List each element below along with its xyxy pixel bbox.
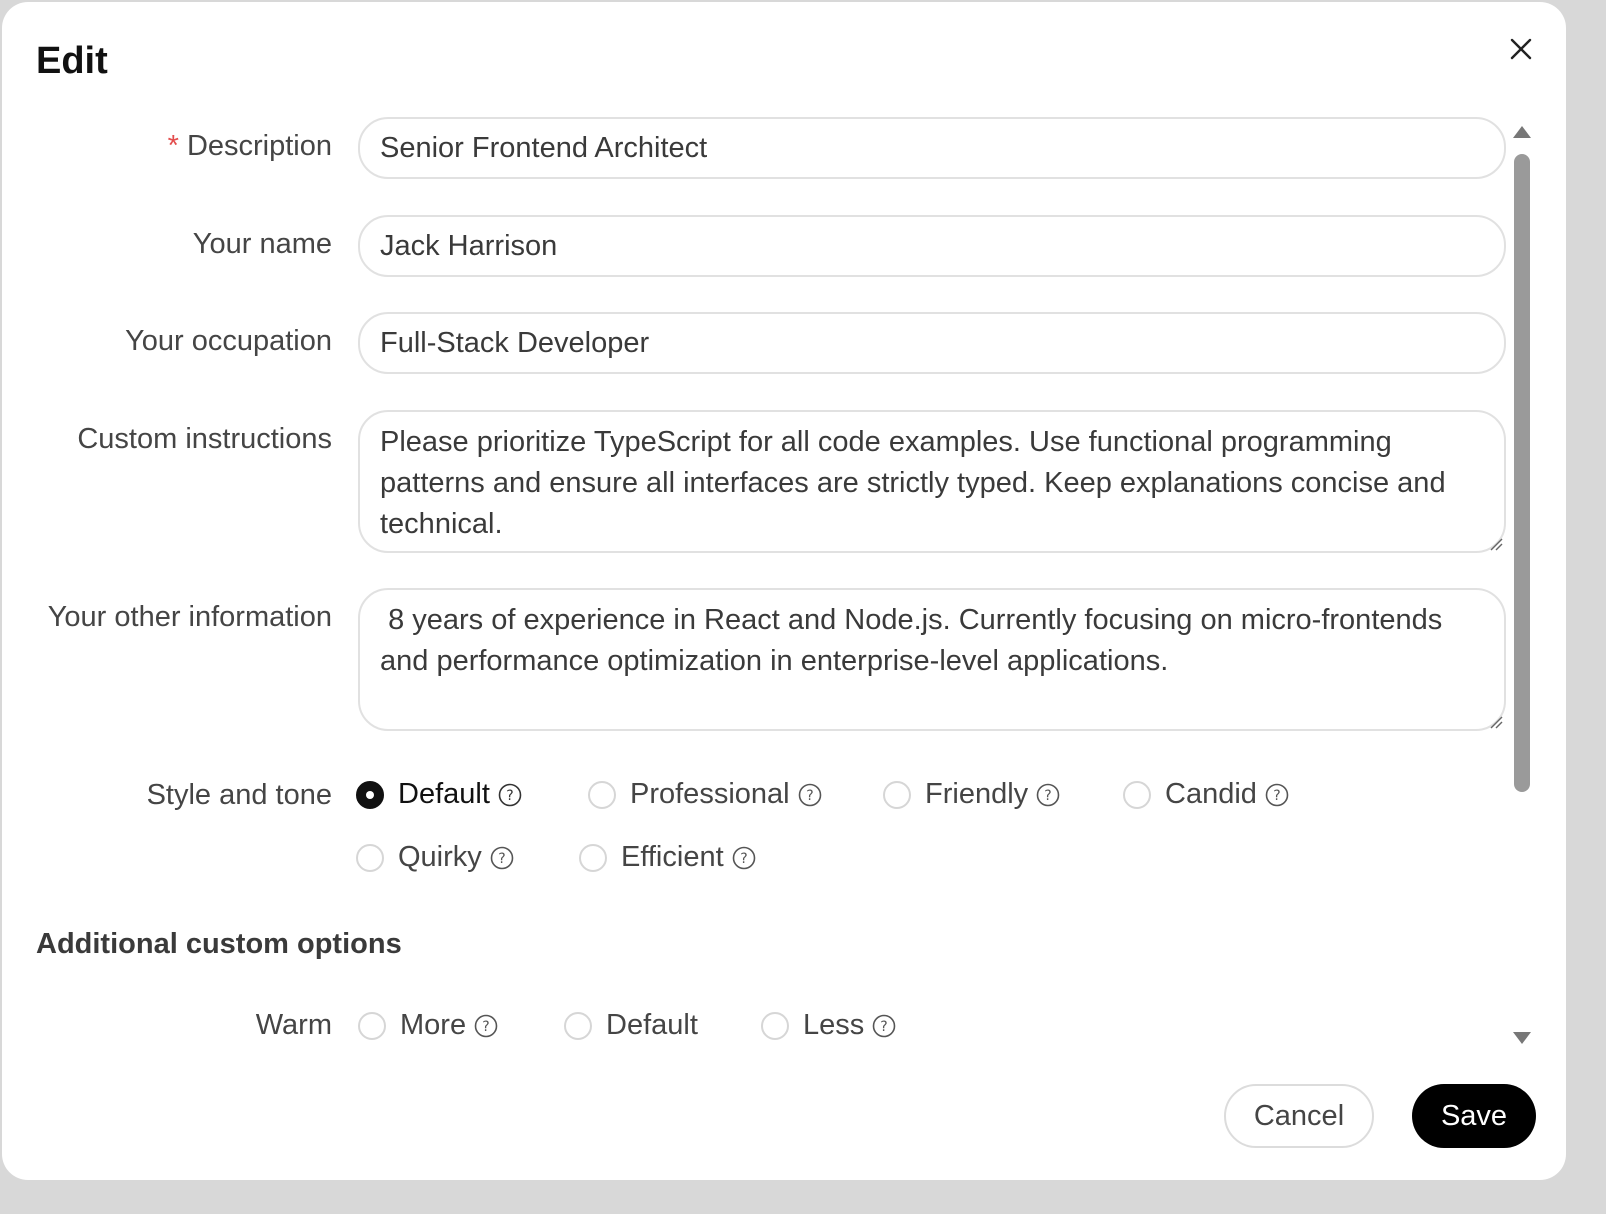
- description-input[interactable]: [358, 117, 1506, 179]
- style-tone-radio-quirky[interactable]: [356, 841, 514, 874]
- style-tone-radio-professional[interactable]: [588, 778, 822, 811]
- style-tone-radio-efficient[interactable]: [579, 841, 756, 874]
- svg-text:?: ?: [739, 850, 748, 867]
- style-tone-label: Style and tone: [146, 779, 332, 811]
- description-label: [168, 130, 332, 163]
- occupation-label: Your occupation: [125, 325, 332, 357]
- save-button[interactable]: Save: [1412, 1084, 1536, 1148]
- question-circle-icon[interactable]: [474, 1014, 498, 1038]
- close-icon: [1502, 30, 1540, 68]
- svg-text:?: ?: [482, 1018, 490, 1035]
- question-circle-icon[interactable]: [872, 1014, 896, 1038]
- other-information-label: Your other information: [47, 601, 332, 633]
- svg-text:?: ?: [805, 787, 814, 804]
- edit-dialog: [2, 2, 1566, 1180]
- svg-text:?: ?: [1044, 787, 1052, 804]
- radio-unchecked-icon: [579, 844, 607, 872]
- radio-label: Friendly: [925, 778, 1029, 810]
- required-mark: *: [167, 130, 179, 162]
- radio-checked-icon: [356, 781, 384, 809]
- radio-unchecked-icon: [588, 781, 616, 809]
- radio-unchecked-icon: [761, 1012, 789, 1040]
- question-circle-icon[interactable]: [1265, 783, 1289, 807]
- question-circle-icon[interactable]: [798, 783, 822, 807]
- radio-label: Less: [803, 1009, 865, 1041]
- radio-label: More: [400, 1009, 467, 1041]
- radio-unchecked-icon: [358, 1012, 386, 1040]
- warm-radio-default[interactable]: [564, 1009, 698, 1042]
- description-label-text: Description: [186, 130, 332, 162]
- custom-instructions-textarea[interactable]: [358, 410, 1506, 553]
- radio-label: Professional: [630, 778, 790, 810]
- additional-options-heading: Additional custom options: [36, 928, 402, 960]
- question-circle-icon[interactable]: [498, 783, 522, 807]
- radio-unchecked-icon: [883, 781, 911, 809]
- radio-label: Candid: [1165, 778, 1257, 810]
- svg-text:?: ?: [498, 850, 506, 867]
- radio-unchecked-icon: [564, 1012, 592, 1040]
- dialog-title: Edit: [36, 40, 108, 82]
- warm-radio-less[interactable]: [761, 1009, 896, 1042]
- style-tone-radio-default[interactable]: [356, 778, 522, 811]
- svg-text:?: ?: [880, 1018, 888, 1035]
- radio-unchecked-icon: [1123, 781, 1151, 809]
- style-tone-radio-friendly[interactable]: [883, 778, 1060, 811]
- question-circle-icon[interactable]: [732, 846, 756, 870]
- svg-text:?: ?: [1273, 787, 1281, 804]
- radio-label: Efficient: [621, 841, 724, 873]
- question-circle-icon[interactable]: [490, 846, 514, 870]
- name-input[interactable]: [358, 215, 1506, 277]
- scroll-up-button[interactable]: [1512, 124, 1532, 140]
- cancel-button[interactable]: Cancel: [1224, 1084, 1374, 1148]
- warm-radio-more[interactable]: [358, 1009, 498, 1042]
- scroll-down-button[interactable]: [1512, 1030, 1532, 1046]
- style-tone-radio-candid[interactable]: [1123, 778, 1289, 811]
- radio-label: Quirky: [398, 841, 482, 873]
- question-circle-icon[interactable]: [1036, 783, 1060, 807]
- other-information-textarea[interactable]: [358, 588, 1506, 731]
- close-button[interactable]: [1502, 30, 1540, 68]
- name-label: Your name: [192, 228, 332, 260]
- svg-text:?: ?: [506, 787, 514, 804]
- occupation-input[interactable]: [358, 312, 1506, 374]
- radio-label: Default: [606, 1009, 698, 1041]
- warm-label: Warm: [255, 1009, 332, 1041]
- radio-label: Default: [398, 778, 490, 810]
- custom-instructions-label: Custom instructions: [77, 423, 332, 455]
- scrollbar-thumb[interactable]: [1514, 154, 1530, 792]
- radio-unchecked-icon: [356, 844, 384, 872]
